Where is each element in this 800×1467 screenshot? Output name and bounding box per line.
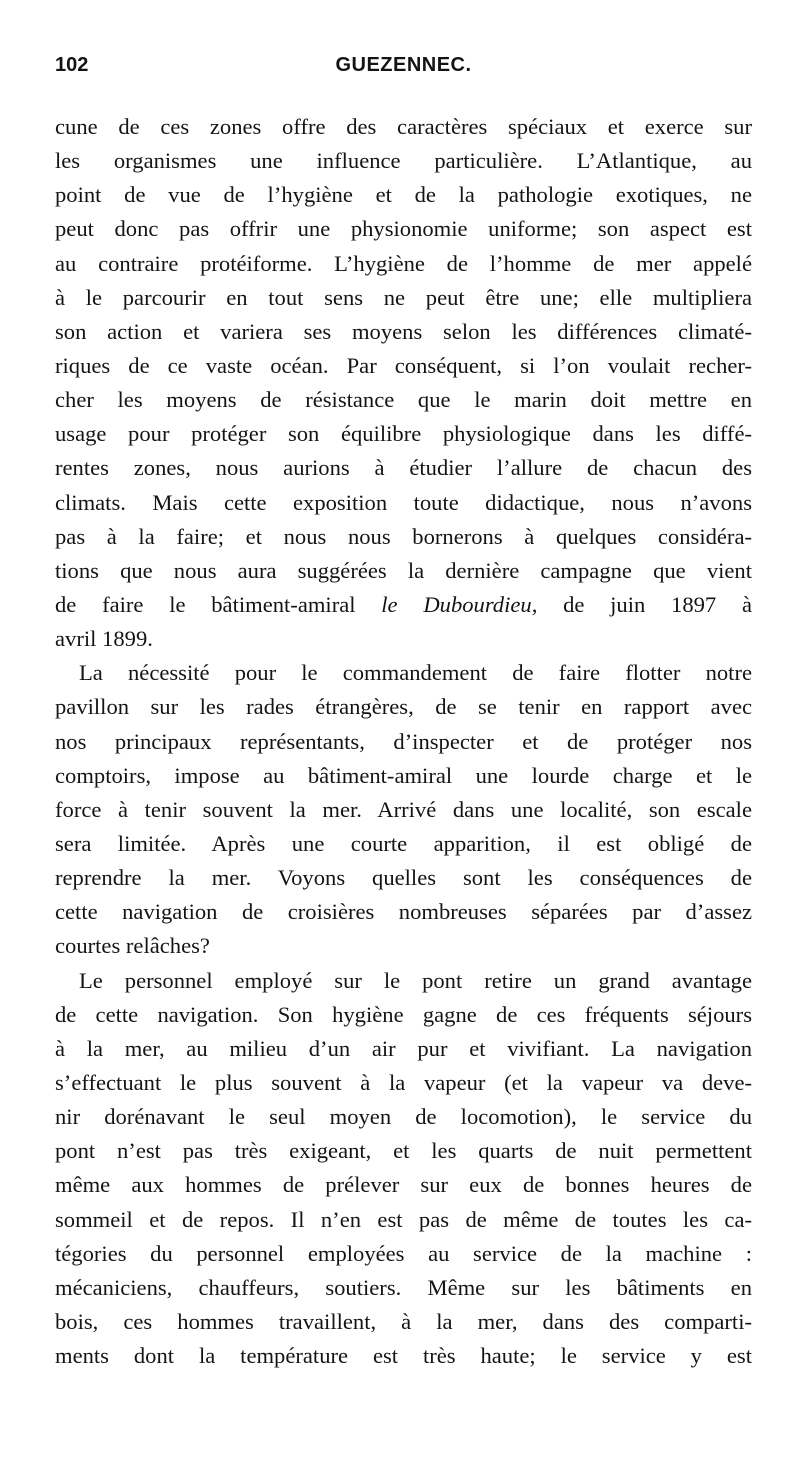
- running-head: GUEZENNEC.: [335, 54, 472, 76]
- text-line: sera limitée. Après une courte apparition, il est obligé de: [55, 830, 752, 856]
- text-line: tions que nous aura suggérées la dernière campagne que vient: [55, 557, 752, 583]
- text-line: les organismes une influence particulière. L’Atlantique, au: [55, 148, 752, 174]
- text-run: , de juin 1897 à: [531, 591, 752, 617]
- page-number: 102: [55, 54, 89, 76]
- page-header: [55, 54, 752, 110]
- text-line: cette navigation de croisières nombreuses séparées par d’assez: [55, 899, 752, 925]
- text-line: La nécessité pour le commandement de faire flotter notre: [79, 660, 752, 686]
- text-line: cune de ces zones offre des caractères spéciaux et exerce sur: [55, 114, 752, 139]
- text-line: nir dorénavant le seul moyen de locomotion), le service du: [55, 1104, 752, 1130]
- text-line: pont n’est pas très exigeant, et les quarts de nuit permettent: [55, 1138, 752, 1164]
- text-line: peut donc pas offrir une physionomie uniforme; son aspect est: [55, 216, 752, 242]
- paragraph-3: [55, 964, 752, 1374]
- text-line: riques de ce vaste océan. Par conséquent, si l’on voulait recher-: [55, 352, 752, 378]
- text-line: pavillon sur les rades étrangères, de se tenir en rapport avec: [55, 694, 752, 720]
- book-page: [55, 0, 752, 1373]
- text-line: courtes relâches?: [55, 933, 210, 959]
- text-line: Le personnel employé sur le pont retire un grand avantage: [79, 967, 752, 993]
- text-line: [55, 588, 752, 622]
- text-run: de faire le bâtiment-amiral: [55, 591, 382, 617]
- text-line: rentes zones, nous aurions à étudier l’allure de chacun des: [55, 455, 752, 481]
- text-line: force à tenir souvent la mer. Arrivé dans une localité, son escale: [55, 796, 752, 822]
- text-line: ments dont la température est très haute; le service y est: [55, 1343, 752, 1369]
- text-line: même aux hommes de prélever sur eux de bonnes heures de: [55, 1172, 752, 1198]
- text-line: à la mer, au milieu d’un air pur et vivifiant. La navigation: [55, 1035, 752, 1061]
- text-line: avril 1899.: [55, 626, 153, 652]
- text-line: cher les moyens de résistance que le marin doit mettre en: [55, 387, 752, 413]
- text-line: sommeil et de repos. Il n’en est pas de même de toutes les ca-: [55, 1206, 752, 1232]
- text-line: à le parcourir en tout sens ne peut être une; elle multipliera: [55, 284, 752, 310]
- text-line: comptoirs, impose au bâtiment-amiral une lourde charge et le: [55, 762, 752, 788]
- text-line: climats. Mais cette exposition toute didactique, nous n’avons: [55, 489, 752, 515]
- text-line: mécaniciens, chauffeurs, soutiers. Même sur les bâtiments en: [55, 1274, 752, 1300]
- text-line: s’effectuant le plus souvent à la vapeur (et la vapeur va deve-: [55, 1069, 752, 1095]
- text-line: au contraire protéiforme. L’hygiène de l’homme de mer appelé: [55, 250, 752, 276]
- text-line: bois, ces hommes travaillent, à la mer, dans des comparti-: [55, 1308, 752, 1334]
- text-line: son action et variera ses moyens selon les différences climaté-: [55, 318, 752, 344]
- text-line: usage pour protéger son équilibre physiologique dans les diffé-: [55, 421, 752, 447]
- body-text: [55, 110, 752, 1373]
- text-line: pas à la faire; et nous nous bornerons à quelques considéra-: [55, 523, 752, 549]
- paragraph-1: [55, 110, 752, 656]
- text-line: de cette navigation. Son hygiène gagne de ces fréquents séjours: [55, 1001, 752, 1027]
- paragraph-2: [55, 656, 752, 963]
- ship-name: le Dubourdieu: [381, 591, 532, 617]
- text-line: reprendre la mer. Voyons quelles sont les conséquences de: [55, 865, 752, 891]
- text-line: tégories du personnel employées au service de la machine :: [55, 1240, 752, 1266]
- text-line: point de vue de l’hygiène et de la pathologie exotiques, ne: [55, 182, 752, 208]
- text-line: nos principaux représentants, d’inspecter et de protéger nos: [55, 728, 752, 754]
